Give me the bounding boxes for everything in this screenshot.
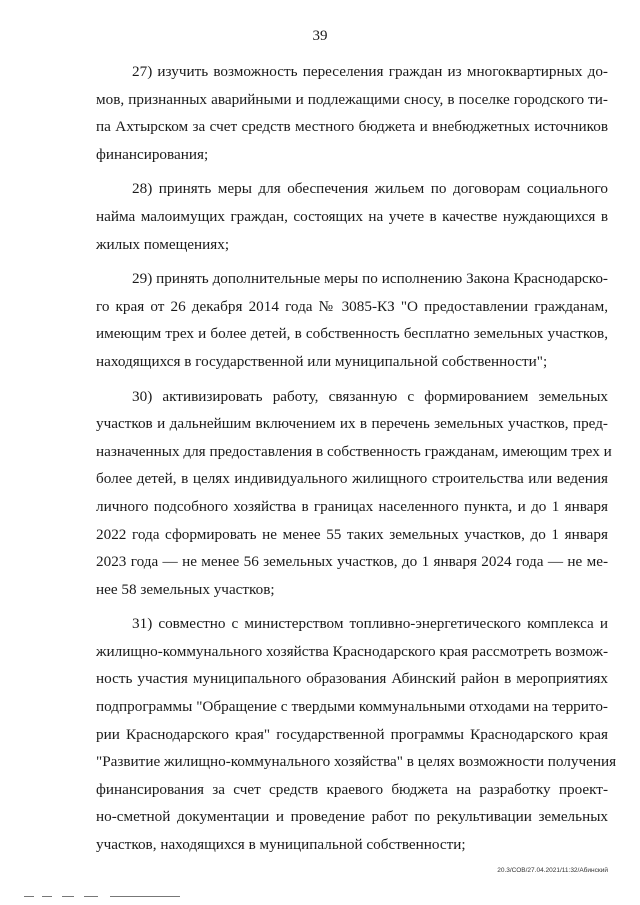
document-body xyxy=(96,58,617,866)
text-line: назначенных для предоставления в собственность гражданам, имеющим трех и xyxy=(96,442,612,460)
text-line: но-сметной документации и проведение работ по рекультивации земельных xyxy=(96,808,608,826)
text-line: го края от 26 декабря 2014 года № 3085-КЗ "О предоставлении гражданам, xyxy=(96,297,608,315)
page-number: 39 xyxy=(312,28,328,44)
dash xyxy=(110,896,180,897)
paragraph-28 xyxy=(96,175,608,258)
paragraph-31 xyxy=(96,610,617,858)
text-line: жилых помещениях; xyxy=(96,235,230,253)
text-line: жилищно-коммунального хозяйства Краснодарского края рассмотреть возмож- xyxy=(96,642,608,660)
text-line: ность участия муниципального образования Абинский район в мероприятиях xyxy=(96,670,608,688)
text-line: финансирования; xyxy=(96,145,209,163)
paragraph-30 xyxy=(96,383,612,604)
text-line: нее 58 земельных участков; xyxy=(96,580,275,598)
dash xyxy=(42,896,52,897)
text-line: 31) совместно с министерством топливно-энергетического комплекса и xyxy=(132,615,608,633)
text-line: имеющим трех и более детей, в собственность бесплатно земельных участков, xyxy=(96,325,608,343)
text-line: подпрограммы "Обращение с твердыми коммунальными отходами на террито- xyxy=(96,698,608,716)
text-line: 28) принять меры для обеспечения жильем по договорам социального xyxy=(132,180,608,198)
paragraph-29 xyxy=(96,265,608,375)
text-line: 2023 года — не менее 56 земельных участков, до 1 января 2024 года — не ме- xyxy=(96,553,608,571)
dash xyxy=(84,896,98,897)
text-line: "Развитие жилищно-коммунального хозяйства" в целях возможности получения xyxy=(96,753,617,771)
text-line: более детей, в целях индивидуального жилищного строительства или ведения xyxy=(96,470,608,488)
footer-document-code: 20.3/СОВ/27.04.2021/11:32/Абинский xyxy=(497,867,608,874)
text-line: находящихся в государственной или муниципальной собственности"; xyxy=(96,352,548,370)
dash xyxy=(24,896,34,897)
text-line: найма малоимущих граждан, состоящих на учете в качестве нуждающихся в xyxy=(96,207,608,225)
text-line: личного подсобного хозяйства в границах населенного пункта, и до 1 января xyxy=(96,497,608,515)
text-line: участков и дальнейшим включением их в перечень земельных участков, пред- xyxy=(96,415,608,433)
text-line: финансирования за счет средств краевого бюджета на разработку проект- xyxy=(96,780,608,798)
text-line: рии Краснодарского края" государственной программы Краснодарского края xyxy=(96,725,608,743)
paragraph-27 xyxy=(96,58,608,168)
dash xyxy=(62,896,74,897)
text-line: 29) принять дополнительные меры по исполнению Закона Краснодарско- xyxy=(132,270,608,288)
text-line: участков, находящихся в муниципальной собственности; xyxy=(96,836,466,854)
scan-artifact-dashes xyxy=(24,896,224,898)
text-line: 30) активизировать работу, связанную с формированием земельных xyxy=(132,387,608,405)
text-line: 2022 года сформировать не менее 55 таких земельных участков, до 1 января xyxy=(96,525,608,543)
text-line: мов, признанных аварийными и подлежащими сносу, в поселке городского ти- xyxy=(96,90,608,108)
text-line: 27) изучить возможность переселения граждан из многоквартирных до- xyxy=(132,63,608,80)
text-line: па Ахтырском за счет средств местного бюджета и внебюджетных источников xyxy=(96,118,608,136)
